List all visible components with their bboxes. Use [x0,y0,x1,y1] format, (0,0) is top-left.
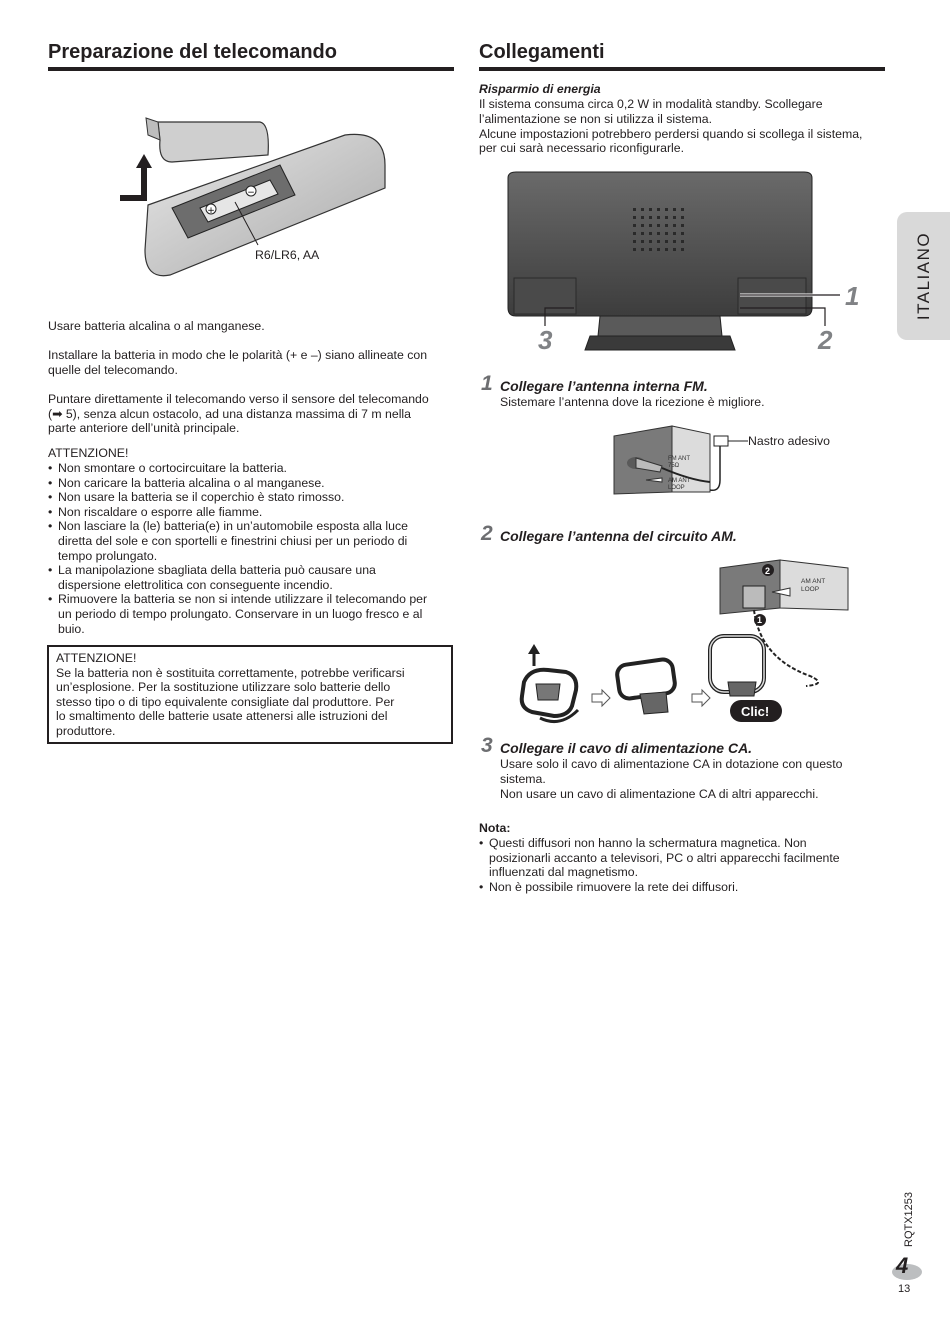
step3-line: Usare solo il cavo di alimentazione CA in dotazione con questo [500,757,843,771]
warning-list [48,461,458,636]
callout-2: 2 [818,325,833,355]
warning-line: diretta del sole e con sportelli e finestrini chiusi per un periodo di [58,533,408,548]
step1-title: Collegare l’antenna interna FM. [500,378,708,394]
note-line: posizionarli accanto a televisori, PC o altri apparecchi facilmente [489,850,840,865]
am-label-bottom: LOOP [668,485,685,491]
warning-line: Non usare la batteria se il coperchio è stato rimosso. [58,490,345,505]
warning-title: ATTENZIONE! [48,446,129,460]
note-list [479,836,889,894]
caution-line: stesso tipo o di tipo equivalente consigliate dal produttore. Per [56,694,395,709]
tape-label: Nastro adesivo [748,434,831,448]
step3-title: Collegare il cavo di alimentazione CA. [500,740,753,756]
energy-line: l’alimentazione se non si utilizza il sistema. [479,112,713,126]
warning-line: un periodo di tempo prolungato. Conservare in un luogo fresco e al [58,606,423,621]
range-text-l1: Puntare direttamente il telecomando verso il sensore del telecomando [48,392,429,406]
device-back-illustration [500,168,850,358]
warning-line: Non caricare la batteria alcalina o al manganese. [58,475,325,490]
callout-3: 3 [538,325,553,355]
warning-line: buio. [58,621,85,636]
step2-number: 2 [481,522,493,545]
title-rule-right [479,67,885,71]
caution-line: lo smaltimento delle batterie usate attenersi alle istruzioni del [56,709,388,724]
remote-battery-illustration [110,110,400,290]
note-line: influenzati dal magnetismo. [489,865,639,880]
fm-label-bottom: 75Ω [668,463,680,469]
caution-line: produttore. [56,723,116,738]
step2-title: Collegare l’antenna del circuito AM. [500,528,737,544]
energy-line: per cui sarà necessario riconfigurarle. [479,141,685,155]
warning-item [48,505,458,520]
battery-type-text: Usare batteria alcalina o al manganese. [48,319,265,333]
click-label: Clic! [741,704,770,719]
polarity-text-l2: quelle del telecomando. [48,363,178,377]
fm-terminal-label [668,456,690,470]
caution-line: Se la batteria non è sostituita correttamente, potrebbe verificarsi [56,665,405,680]
battery-type-label: R6/LR6, AA [255,248,320,262]
page-number: 13 [898,1283,911,1295]
energy-title: Risparmio di energia [479,82,601,96]
language-tab [897,212,950,340]
range-text-l3: parte anteriore dell’unità principale. [48,421,240,435]
polarity-text-l1: Installare la batteria in modo che le polarità (+ e –) siano allineate con [48,348,428,362]
step3-line: Non usare un cavo di alimentazione CA di altri apparecchi. [500,787,819,801]
page-title-left: Preparazione del telecomando [48,41,337,63]
step1-number: 1 [481,372,493,395]
warning-line: Rimuovere la batteria se non si intende utilizzare il telecomando per [58,592,428,607]
warning-item [48,490,458,505]
note-line: Non è possibile rimuovere la rete dei diffusori. [489,879,739,894]
warning-item [48,476,458,491]
caution-box [47,645,453,744]
warning-line: La manipolazione sbagliata della batteria può causare una [58,563,376,578]
warning-line: Non smontare o cortocircuitare la batteria. [58,461,287,475]
circle-step-2: 2 [765,566,771,576]
warning-item [48,461,458,476]
warning-item [48,519,458,563]
page-title-right: Collegamenti [479,41,605,63]
note-title: Nota: [479,821,511,835]
svg-text:+: + [207,206,215,216]
range-text-l2: (➡ 5), senza alcun ostacolo, ad una distanza massima di 7 m nella [48,407,411,421]
warning-line: Non lasciare la (le) batteria(e) in un’automobile esposta alla luce [58,519,408,534]
step3-line: sistema. [500,772,546,786]
document-code: RQTX1253 [903,1191,915,1247]
fm-label-top: FM ANT [668,456,690,462]
am-terminal-label-fm-view [668,478,690,492]
caution-box-title: ATTENZIONE! [56,651,137,665]
am-terminal-label [801,578,825,594]
am-label-top: AM ANT [668,478,691,484]
energy-line: Il sistema consuma circa 0,2 W in modalità standby. Scollegare [479,97,823,111]
step3-number: 3 [481,734,493,757]
note-line: Questi diffusori non hanno la schermatura magnetica. Non [489,836,807,850]
warning-line: Non riscaldare o esporre alle fiamme. [58,504,263,519]
warning-line: tempo prolungato. [58,548,158,563]
svg-text:−: − [247,188,255,198]
language-tab-label: ITALIANO [913,231,933,321]
note-item [479,836,889,880]
am-label-bottom: LOOP [801,586,820,593]
am-label-top: AM ANT [801,578,826,585]
title-rule-left [48,67,454,71]
circle-step-1: 1 [757,615,763,625]
step1-text: Sistemare l’antenna dove la ricezione è migliore. [500,395,765,409]
callout-1: 1 [845,281,860,311]
warning-item [48,592,458,636]
caution-line: un’esplosione. Per la sostituzione utilizzare solo batterie dello [56,680,391,695]
section-number: 4 [896,1253,909,1278]
warning-line: dispersione elettrolitica con conseguente incendio. [58,577,333,592]
note-item [479,880,889,895]
warning-item [48,563,458,592]
energy-line: Alcune impostazioni potrebbero perdersi quando si scollega il sistema, [479,127,863,141]
